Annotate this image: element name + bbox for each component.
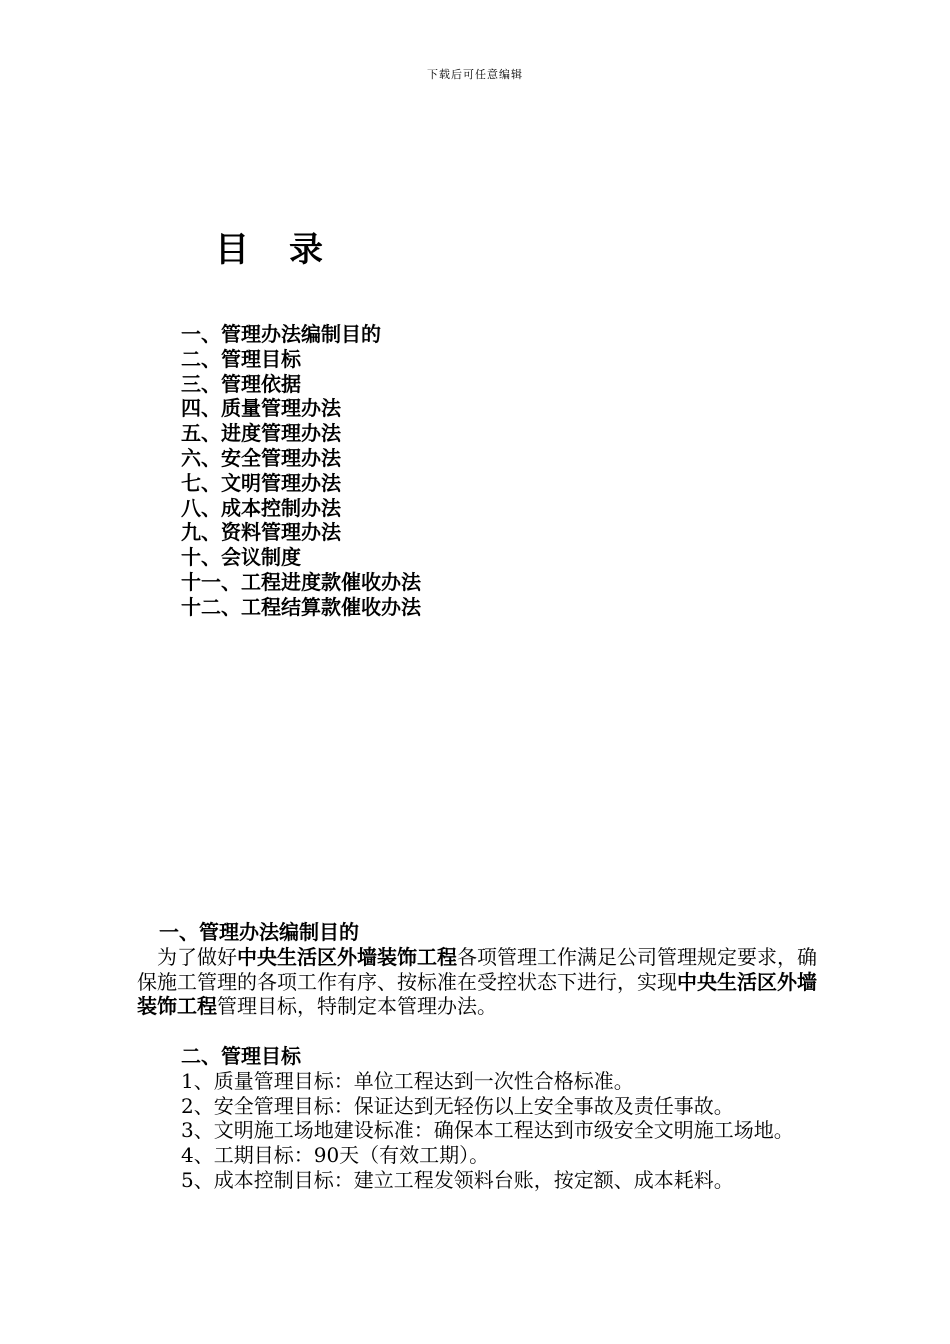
paragraph-text: 为了做好 xyxy=(157,944,237,969)
toc-item: 八、成本控制办法 xyxy=(181,495,341,520)
section-heading: 一、管理办法编制目的 xyxy=(159,920,359,944)
page-header-note: 下载后可任意编辑 xyxy=(427,68,523,81)
toc-item: 五、进度管理办法 xyxy=(181,421,341,446)
project-name: 中央生活区外墙装饰工程 xyxy=(137,969,817,1019)
paragraph-text: 各项管理工作满足公司管理规定要求，确保施工管理的各项工作有序、按标准在受控状态下进行，实现 xyxy=(137,944,817,994)
toc-item: 九、资料管理办法 xyxy=(181,520,341,545)
toc-item: 三、管理依据 xyxy=(181,371,301,396)
goal-item: 3、文明施工场地建设标准：确保本工程达到市级安全文明施工场地。 xyxy=(181,1118,794,1143)
section-purpose xyxy=(137,920,817,1019)
goal-item: 1、质量管理目标：单位工程达到一次性合格标准。 xyxy=(181,1068,634,1093)
purpose-paragraph xyxy=(137,945,817,1019)
toc-item: 七、文明管理办法 xyxy=(181,470,341,495)
toc-item: 十二、工程结算款催收办法 xyxy=(181,594,421,619)
toc-item: 四、质量管理办法 xyxy=(181,396,341,421)
section-goals xyxy=(137,1044,817,1193)
section-heading: 二、管理目标 xyxy=(181,1044,301,1068)
toc-item: 十、会议制度 xyxy=(181,545,301,570)
goal-item: 4、工期目标：90天（有效工期）。 xyxy=(181,1143,490,1168)
paragraph-text: 管理目标，特制定本管理办法。 xyxy=(217,994,497,1019)
toc-item: 一、管理办法编制目的 xyxy=(181,322,381,346)
toc-item: 二、管理目标 xyxy=(181,346,301,371)
toc-list xyxy=(181,322,421,620)
toc-item: 十一、工程进度款催收办法 xyxy=(181,569,421,594)
toc-title: 目录 xyxy=(215,230,363,270)
goal-item: 2、安全管理目标：保证达到无轻伤以上安全事故及责任事故。 xyxy=(181,1093,734,1118)
goal-item: 5、成本控制目标：建立工程发领料台账，按定额、成本耗料。 xyxy=(181,1167,734,1192)
project-name: 中央生活区外墙装饰工程 xyxy=(237,944,457,969)
toc-item: 六、安全管理办法 xyxy=(181,445,341,470)
